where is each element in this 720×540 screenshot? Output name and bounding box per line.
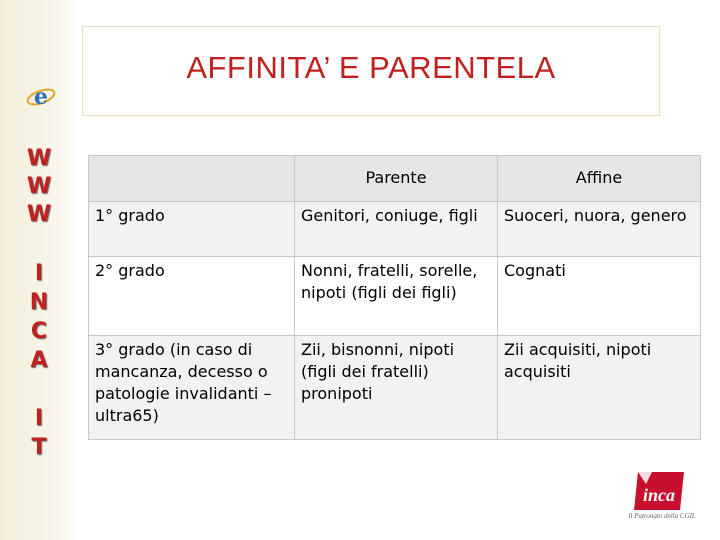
grado-cell xyxy=(89,202,295,257)
internet-explorer-icon xyxy=(26,84,56,110)
grado-label: 3° grado xyxy=(95,340,165,359)
sidebar-letter: C xyxy=(30,319,48,344)
table-header-row xyxy=(89,156,701,202)
sidebar-letter: W xyxy=(26,174,52,199)
sidebar-letter: I xyxy=(34,261,44,286)
inca-logo xyxy=(612,470,712,534)
table-row xyxy=(89,202,701,257)
header-empty xyxy=(89,156,295,202)
sidebar-letter: I xyxy=(34,406,44,431)
sidebar-letter: T xyxy=(31,435,47,460)
grado-cell xyxy=(89,336,295,440)
grado-cell xyxy=(89,257,295,336)
table-row xyxy=(89,336,701,440)
inca-caption: Il Patronato della CGIL xyxy=(628,512,696,520)
header-parente: Parente xyxy=(295,156,498,202)
affine-cell: Cognati xyxy=(498,257,701,336)
title-box xyxy=(82,26,660,116)
parente-cell: Nonni, fratelli, sorelle, nipoti (figli dei figli) xyxy=(295,257,498,336)
grado-label: 1° grado xyxy=(95,206,165,225)
grado-label: 2° grado xyxy=(95,261,165,280)
table-row xyxy=(89,257,701,336)
svg-text:e: e xyxy=(34,84,48,110)
sidebar-letter: W xyxy=(26,146,52,171)
parente-cell: Genitori, coniuge, figli xyxy=(295,202,498,257)
affine-cell: Suoceri, nuora, genero xyxy=(498,202,701,257)
sidebar xyxy=(0,0,78,540)
affine-cell: Zii acquisiti, nipoti acquisiti xyxy=(498,336,701,440)
parente-cell: Zii, bisnonni, nipoti (figli dei fratelli) pronipoti xyxy=(295,336,498,440)
grado-note: (in caso di mancanza, decesso o patologie invalidanti – ultra65) xyxy=(95,340,272,425)
sidebar-letter: N xyxy=(29,290,49,315)
kinship-table xyxy=(88,155,701,440)
sidebar-letter: A xyxy=(30,348,48,373)
header-affine: Affine xyxy=(498,156,701,202)
inca-brand: inca xyxy=(642,485,676,505)
sidebar-letter: W xyxy=(26,202,52,227)
page-title: AFFINITA’ E PARENTELA xyxy=(186,50,556,85)
